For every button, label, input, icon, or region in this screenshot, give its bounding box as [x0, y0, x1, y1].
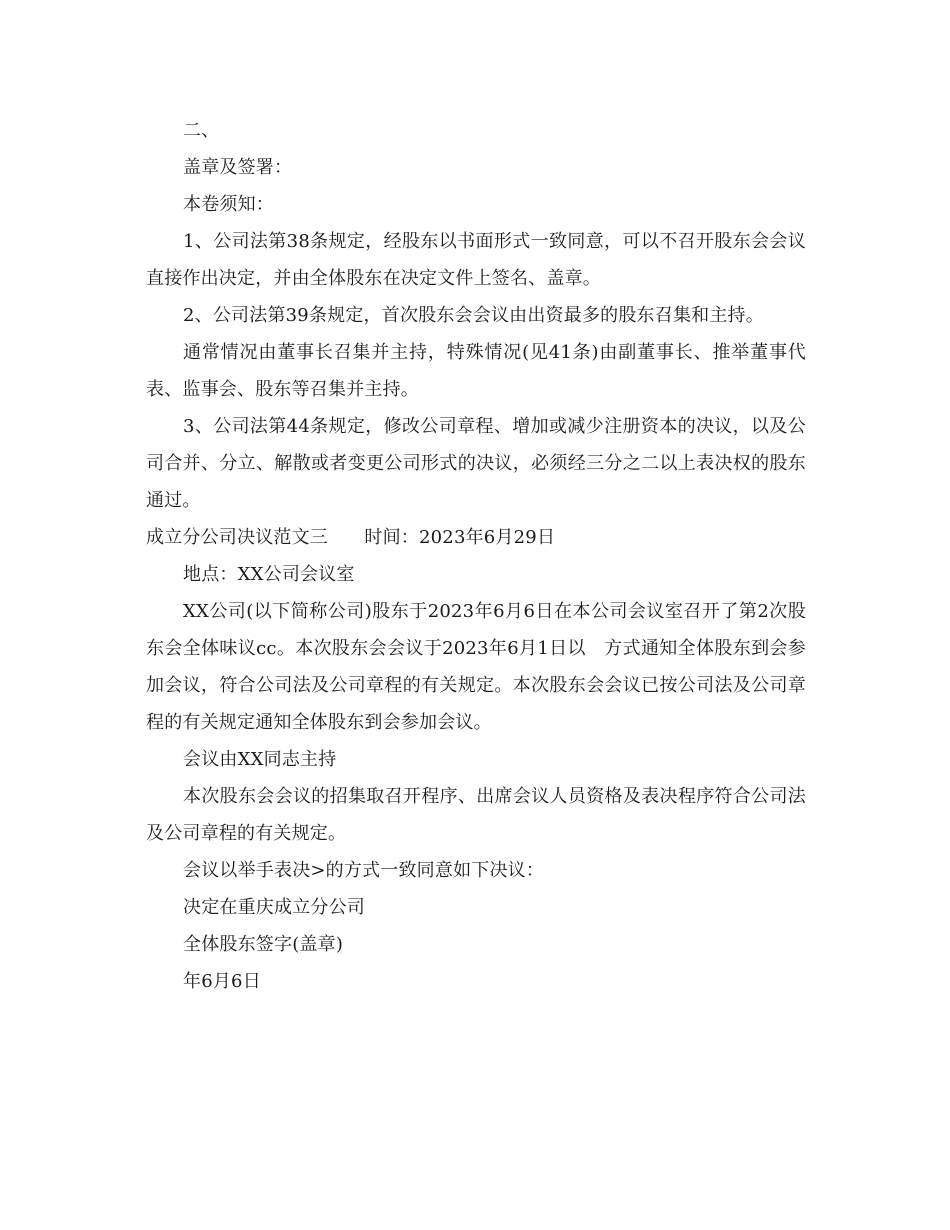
notice-item-2: 2、公司法第39条规定，首次股东会会议由出资最多的股东召集和主持。 — [183, 305, 764, 326]
notice-item-2-detail: 通常情况由董事长召集并主持，特殊情况(见41条)由副董事长、推举董事代表、监事会、股东等召集并主持。 — [146, 342, 806, 400]
notice-item-1: 1、公司法第38条规定，经股东以书面形式一致同意，可以不召开股东会会议直接作出决定，并由全体股东在决定文件上签名、盖章。 — [146, 231, 806, 289]
resolution-title-and-time: 成立分公司决议范文三 时间：2023年6月29日 — [146, 527, 556, 548]
notice-item-3: 3、公司法第44条规定，修改公司章程、增加或减少注册资本的决议，以及公司合并、分立、解散或者变更公司形式的决议，必须经三分之二以上表决权的股东通过。 — [146, 416, 806, 511]
signature-date: 年6月6日 — [183, 971, 261, 992]
section-number: 二、 — [183, 120, 220, 141]
notice-heading: 本卷须知： — [183, 194, 274, 215]
meeting-procedure: 本次股东会会议的招集取召开程序、出席会议人员资格及表决程序符合公司法及公司章程的有关规定。 — [146, 786, 806, 844]
shareholder-signature: 全体股东签字(盖章) — [183, 934, 344, 955]
seal-signature-heading: 盖章及签署： — [183, 157, 293, 178]
resolution-item: 决定在重庆成立分公司 — [183, 897, 365, 918]
voting-method: 会议以举手表决>的方式一致同意如下决议： — [183, 860, 545, 881]
meeting-description: XX公司(以下简称公司)股东于2023年6月6日在本公司会议室召开了第2次股东会全体味议cc。本次股东会会议于2023年6月1日以 方式通知全体股东到会参加会议，符合公司法及公司章程的有关规定。本次股东会会议已按公司法及公司章程的有关规定通知全体股东到会参加会议。 — [146, 601, 806, 733]
document-body — [146, 112, 806, 1000]
meeting-location: 地点：XX公司会议室 — [183, 564, 355, 585]
meeting-host: 会议由XX同志主持 — [183, 749, 337, 770]
